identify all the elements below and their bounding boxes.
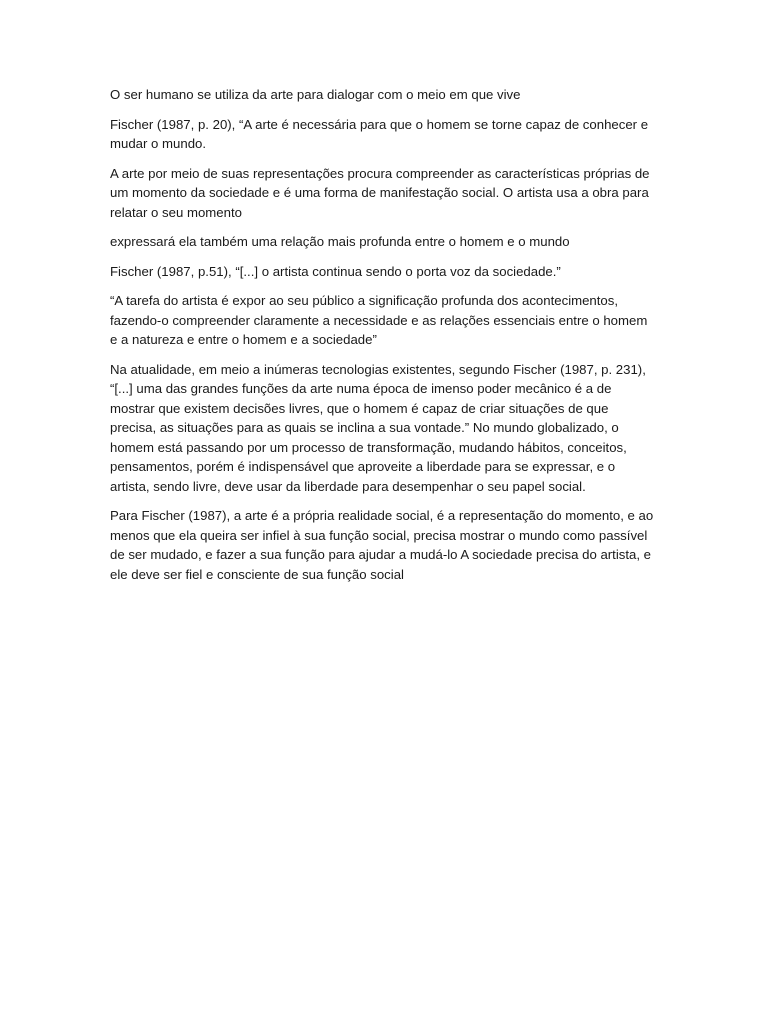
- paragraph-4: expressará ela também uma relação mais profunda entre o homem e o mundo: [110, 234, 570, 249]
- paragraph-1: O ser humano se utiliza da arte para dialogar com o meio em que vive: [110, 87, 521, 102]
- paragraph-8: Para Fischer (1987), a arte é a própria realidade social, é a representação do momento, e ao menos que ela queira ser infiel à sua função social, precisa mostrar o mundo como passível de ser mudado, e fazer a sua função para ajudar a mudá-lo A sociedade precisa do artista, e ele deve ser fiel e consciente de sua função social: [110, 508, 654, 582]
- paragraph-7: Na atualidade, em meio a inúmeras tecnologias existentes, segundo Fischer (1987, p. 231), “[...] uma das grandes funções da arte numa época de imenso poder mecânico é a de mostrar que existem decisões livres, que o homem é capaz de criar situações de que precisa, as situações para as quais se inclina a sua vontade.” No mundo globalizado, o homem está passando por um processo de transformação, mudando hábitos, conceitos, pensamentos, porém é indispensável que aproveite a liberdade para se expressar, e o artista, sendo livre, deve usar da liberdade para desempenhar o seu papel social.: [110, 361, 646, 494]
- paragraph-2: Fischer (1987, p. 20), “A arte é necessária para que o homem se torne capaz de conhecer e mudar o mundo.: [110, 116, 649, 151]
- paragraph-3: A arte por meio de suas representações procura compreender as características próprias de um momento da sociedade e é uma forma de manifestação social. O artista usa a obra para relatar o seu momento: [110, 165, 650, 220]
- paragraph-5: Fischer (1987, p.51), “[...] o artista continua sendo o porta voz da sociedade.”: [110, 263, 561, 279]
- paragraph-6: “A tarefa do artista é expor ao seu público a significação profunda dos acontecimentos, fazendo-o compreender claramente a necessidade e as relações essenciais entre o homem e a natureza e entre o homem e a sociedade”: [110, 293, 648, 347]
- document-body: [110, 85, 658, 594]
